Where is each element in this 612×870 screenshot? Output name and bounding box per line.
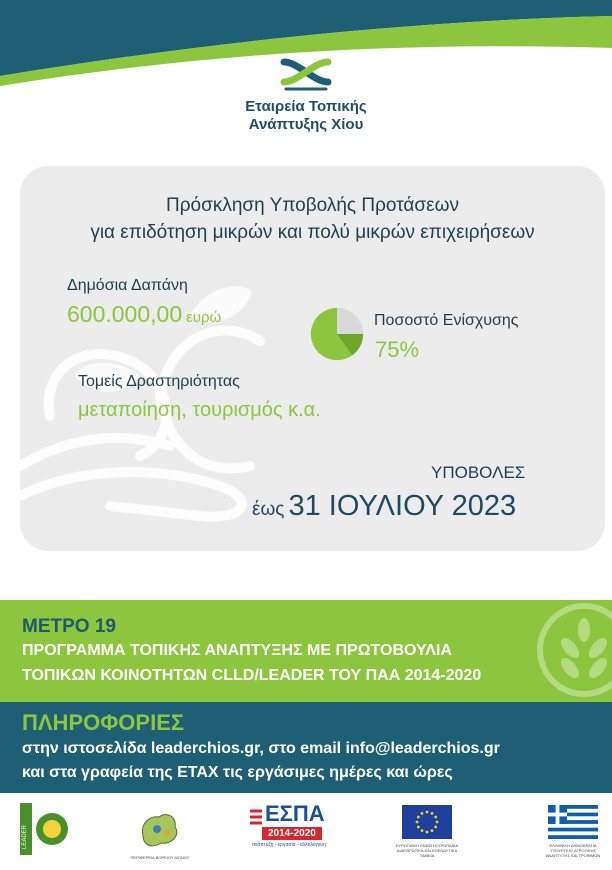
public-expenditure-amount: 600.000,00 — [67, 301, 183, 327]
submissions-label: ΥΠΟΒΟΛΕΣ — [431, 463, 526, 482]
eu-star — [431, 829, 434, 832]
etax-logo-icon — [276, 58, 336, 92]
deadline-date: 31 ΙΟΥΛΙΟΥ 2023 — [288, 490, 517, 522]
espa-years: 2014-2020 — [262, 827, 322, 840]
greek-flag-icon — [548, 805, 598, 839]
eu-star — [426, 831, 429, 834]
eu-star — [417, 816, 420, 819]
organization-name-line2: Ανάπτυξης Χίου — [248, 116, 364, 133]
sectors-value: μεταποίηση, τουρισμός κ.α. — [78, 399, 321, 421]
eu-star — [434, 816, 437, 819]
measure-title: ΜΕΤΡΟ 19 — [22, 616, 116, 637]
public-expenditure-value — [67, 301, 221, 328]
organization-name-line1: Εταιρεία Τοπικής — [245, 98, 367, 115]
measure-line2: ΤΟΠΙΚΩΝ ΚΟΙΝΟΤΗΤΩΝ CLLD/LEADER ΤΟΥ ΠΑΑ 2014-2020 — [22, 667, 482, 684]
call-title — [20, 192, 605, 246]
aid-rate-value: 75% — [375, 337, 420, 362]
info-banner — [0, 702, 612, 793]
public-expenditure-label: Δημόσια Δαπάνη — [67, 277, 188, 294]
call-title-line2: για επιδότηση μικρών και πολύ μικρών επιχειρήσεων — [90, 222, 535, 243]
eu-star — [431, 812, 434, 815]
wheat-icon — [522, 600, 612, 702]
eu-star — [426, 811, 429, 814]
public-expenditure-unit: ευρώ — [186, 309, 222, 326]
info-line1: στην ιστοσελίδα leaderchios.gr, στο email info@leaderchios.gr — [22, 740, 500, 757]
eu-star — [436, 821, 439, 824]
deadline-prefix: έως — [252, 499, 285, 520]
info-line2: και στα γραφεία της ΕΤΑΧ τις εργάσιμες ημέρες και ώρες — [22, 764, 453, 781]
espa-tagline: ανάπτυξη - εργασία - αλληλεγγύη — [252, 842, 326, 848]
eu-star — [416, 821, 419, 824]
eu-star — [421, 812, 424, 815]
eu-flag-icon — [402, 805, 452, 839]
call-title-line1: Πρόσκληση Υποβολής Προτάσεων — [166, 195, 459, 216]
map-caption: ΠΕΡΙΦΕΡΕΙΑ ΒΟΡΕΙΟΥ ΑΙΓΑΙΟΥ — [130, 855, 190, 860]
sectors-label: Τομείς Δραστηριότητας — [78, 373, 240, 390]
leader-vertical-text: LEADER — [22, 824, 28, 849]
aid-rate-pie-icon — [309, 306, 365, 362]
deadline — [252, 490, 516, 523]
info-title: ΠΛΗΡΟΦΟΡΙΕΣ — [22, 710, 185, 735]
measure-banner — [0, 600, 612, 702]
greek-ministry-caption: ΕΛΛΗΝΙΚΗ ΔΗΜΟΚΡΑΤΙΑ ΥΠΟΥΡΓΕΙΟ ΑΓΡΟΤΙΚΗΣ ΑΝΑΠΤΥΞΗΣ ΚΑΙ ΤΡΟΦΙΜΩΝ — [545, 843, 601, 858]
eu-caption: ΕΥΡΩΠΑΪΚΗ ΕΝΩΣΗ ΕΥΡΩΠΑΪΚΑ ΔΙΑΡΘΡΩΤΙΚΑ ΚΑΙ ΕΠΕΝΔΥΤΙΚΑ ΤΑΜΕΙΑ — [395, 843, 459, 858]
measure-line1: ΠΡΟΓΡΑΜΜΑ ΤΟΠΙΚΗΣ ΑΝΑΠΤΥΞΗΣ ΜΕ ΠΡΩΤΟΒΟΥΛΙΑ — [22, 642, 452, 659]
aid-rate-label: Ποσοστό Ενίσχυσης — [374, 312, 519, 329]
leader-logo-icon — [20, 803, 72, 855]
espa-title: ΕΣΠΑ — [265, 801, 325, 826]
north-aegean-map-icon — [135, 805, 185, 853]
eu-star — [421, 829, 424, 832]
eu-star — [434, 826, 437, 829]
call-card — [20, 166, 605, 551]
footer-logos — [0, 793, 612, 870]
eu-star — [417, 826, 420, 829]
organization-logo — [0, 58, 612, 134]
